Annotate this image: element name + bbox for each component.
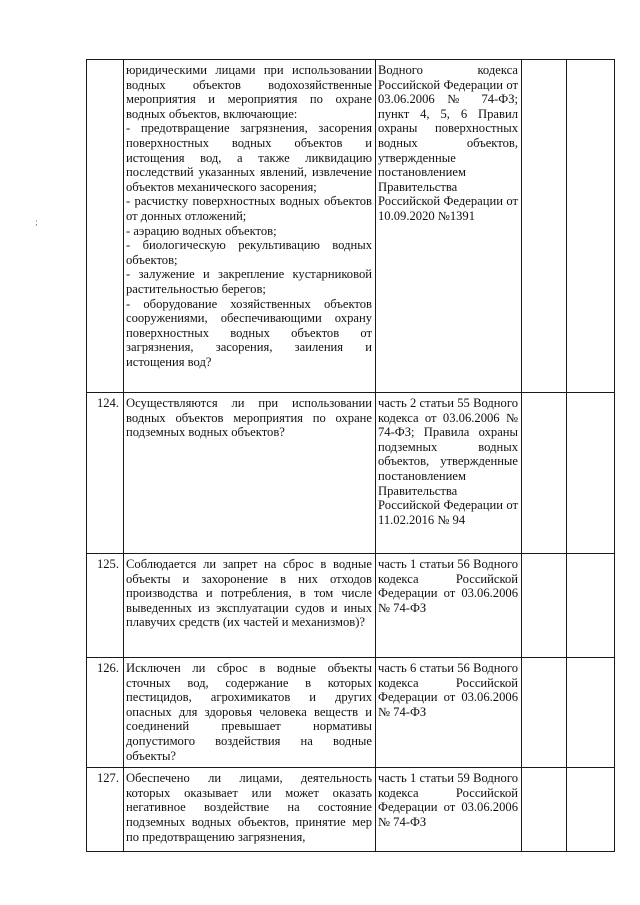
- requirements-table-body: [87, 60, 615, 852]
- question-paragraph: юридическими лицами при использовании водных объектов водохозяйственные мероприятия и мероприятия по охране водных объектов, включающие:: [126, 63, 372, 121]
- table-row: [87, 393, 615, 554]
- table-row: [87, 554, 615, 658]
- legal-reference: часть 1 статьи 56 Водного кодекса Российской Федерации от 03.06.2006 № 74-ФЗ: [376, 554, 522, 658]
- table-row: [87, 768, 615, 852]
- requirement-question: [124, 768, 376, 852]
- answer-cell-b[interactable]: [567, 60, 615, 393]
- row-number: 127.: [87, 768, 124, 852]
- requirement-question: [124, 554, 376, 658]
- requirement-question: [124, 60, 376, 393]
- table-row: [87, 658, 615, 768]
- requirements-table: [86, 59, 615, 852]
- answer-cell-a[interactable]: [522, 658, 567, 768]
- question-paragraph: Соблюдается ли запрет на сброс в водные объекты и захоронение в них отходов производства и потребления, в том числе выведенных из эксплуатации судов и иных плавучих средств (их частей и механизмов)?: [126, 557, 372, 630]
- question-paragraph: - оборудование хозяйственных объектов сооружениями, обеспечивающими охрану поверхностных водных объектов от загрязнения, засорения, заиления и истощения вод?: [126, 296, 372, 369]
- table-row: [87, 60, 615, 393]
- row-number: 126.: [87, 658, 124, 768]
- legal-reference: часть 6 статьи 56 Водного кодекса Российской Федерации от 03.06.2006 № 74-ФЗ: [376, 658, 522, 768]
- legal-reference: Водного кодекса Российской Федерации от 03.06.2006 № 74-ФЗ; пункт 4, 5, 6 Правил охраны поверхностных водных объектов, утвержденные постановлением Правительства Российской Федерации от 10.09.2020 №1391: [376, 60, 522, 393]
- row-number: 124.: [87, 393, 124, 554]
- answer-cell-b[interactable]: [567, 768, 615, 852]
- answer-cell-a[interactable]: [522, 60, 567, 393]
- row-number: 125.: [87, 554, 124, 658]
- question-paragraph: Осуществляются ли при использовании водных объектов мероприятия по охране подземных водных объектов?: [126, 396, 372, 440]
- row-number: [87, 60, 124, 393]
- question-paragraph: - биологическую рекультивацию водных объектов;: [126, 238, 372, 267]
- question-paragraph: - залужение и закрепление кустарниковой растительностью берегов;: [126, 267, 372, 296]
- margin-mark: ;: [35, 218, 39, 228]
- legal-reference: часть 2 статьи 55 Водного кодекса от 03.06.2006 № 74-ФЗ; Правила охраны подземных водных объектов, утвержденные постановлением Правительства Российской Федерации от 11.02.2016 № 94: [376, 393, 522, 554]
- requirement-question: [124, 658, 376, 768]
- question-paragraph: - предотвращение загрязнения, засорения поверхностных водных объектов и истощения вод, а также ликвидацию последствий указанных явлений, извлечение объектов механического засорения;: [126, 121, 372, 194]
- answer-cell-a[interactable]: [522, 768, 567, 852]
- answer-cell-b[interactable]: [567, 393, 615, 554]
- answer-cell-a[interactable]: [522, 393, 567, 554]
- answer-cell-b[interactable]: [567, 658, 615, 768]
- question-paragraph: Обеспечено ли лицами, деятельность которых оказывает или может оказать негативное воздействие на состояние подземных водных объектов, принятие мер по предотвращению загрязнения,: [126, 771, 372, 844]
- question-paragraph: - расчистку поверхностных водных объектов от донных отложений;: [126, 194, 372, 223]
- legal-reference: часть 1 статьи 59 Водного кодекса Российской Федерации от 03.06.2006 № 74-ФЗ: [376, 768, 522, 852]
- question-paragraph: Исключен ли сброс в водные объекты сточных вод, содержание в которых пестицидов, агрохимикатов и других опасных для здоровья человека веществ и соединений превышает нормативы допустимого воздействия на водные объекты?: [126, 661, 372, 763]
- answer-cell-a[interactable]: [522, 554, 567, 658]
- answer-cell-b[interactable]: [567, 554, 615, 658]
- requirement-question: [124, 393, 376, 554]
- question-paragraph: - аэрацию водных объектов;: [126, 223, 277, 238]
